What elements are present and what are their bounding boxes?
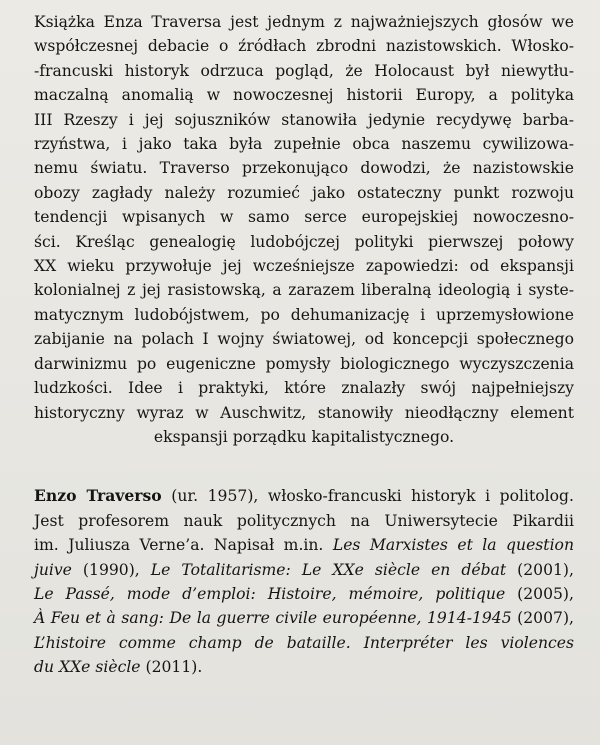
text-line: współczesnej debacie o źródłach zbrodni nazistowskich. Włosko- <box>34 37 574 56</box>
book-year: (2005), <box>505 584 574 603</box>
text-line: matycznym ludobójstwem, po dehumanizację i uprzemysłowione <box>34 305 574 324</box>
text-line: obozy zagłady należy rozumieć jako ostateczny punkt rozwoju <box>34 183 574 202</box>
text-line <box>34 533 574 557</box>
book-year: (1990), <box>71 560 151 579</box>
book-year: (2011). <box>140 658 203 677</box>
book-title: juive <box>34 560 72 579</box>
book-year: (2007), <box>511 609 574 628</box>
text-line: ści. Kreśląc genealogię ludobójczej polityki pierwszej połowy <box>34 232 574 251</box>
text-line: historyczny wyraz w Auschwitz, stanowiły nieodłączny element <box>34 403 574 422</box>
text-line: XX wieku przywołuje jej wcześniejsze zapowiedzi: od ekspansji <box>34 257 574 276</box>
text-line: rzyństwa, i jako taka była zupełnie obca naszemu cywilizowa- <box>34 135 574 154</box>
text-line: zabijanie na polach I wojny światowej, od koncepcji społecznego <box>34 330 574 349</box>
author-name: Enzo Traverso <box>34 486 162 506</box>
text-line <box>34 558 574 582</box>
text-line: Książka Enza Traversa jest jednym z najważniejszych głosów we <box>34 13 574 31</box>
book-title: Les Marxistes et la question <box>332 536 574 555</box>
paragraph-gap <box>34 449 574 484</box>
text-line <box>34 631 574 655</box>
text-line: darwinizmu po eugeniczne pomysły biologicznego wyczyszczenia <box>34 354 574 373</box>
book-title: du XXe siècle <box>34 658 141 677</box>
text-line: kolonialnej z jej rasistowską, a zarazem liberalną ideologią i syste- <box>34 281 574 300</box>
text-line: III Rzeszy i jej sojuszników stanowiła jedynie recydywę barba- <box>34 110 574 129</box>
author-bio <box>34 484 574 679</box>
bio-text: im. Juliusza Verne’a. Napisał m.in. <box>34 536 333 555</box>
text-line: maczalną anomalią w nowoczesnej historii Europy, a polityka <box>34 86 574 105</box>
text-line: ekspansji porządku kapitalistycznego. <box>153 427 455 446</box>
book-description <box>34 10 574 449</box>
book-title: À Feu et à sang: De la guerre civile européenne, 1914-1945 <box>34 609 512 628</box>
text-line: nemu światu. Traverso przekonująco dowodzi, że nazistowskie <box>34 159 574 178</box>
text-line: ludzkości. Idee i praktyki, które znalazły swój najpełniejszy <box>34 379 574 398</box>
text-line <box>34 484 574 508</box>
bio-text: (ur. 1957), włosko-francuski historyk i politolog. <box>161 487 574 506</box>
book-year: (2001), <box>506 560 574 579</box>
book-title: Le Passé, mode d’emploi: Histoire, mémoire, politique <box>34 584 506 603</box>
text-line: -francuski historyk odrzuca pogląd, że Holocaust był niewytłu- <box>34 61 574 80</box>
text-line <box>34 606 574 630</box>
text-line <box>34 655 574 679</box>
text-line: tendencji wpisanych w samo serce europejskiej nowoczesno- <box>34 208 574 227</box>
text-line: Jest profesorem nauk politycznych na Uniwersytecie Pikardii <box>34 511 574 530</box>
book-title: Le Totalitarisme: Le XXe siècle en débat <box>150 560 507 579</box>
text-line <box>34 582 574 606</box>
book-title: L’histoire comme champ de bataille. Interpréter les violences <box>34 633 574 652</box>
